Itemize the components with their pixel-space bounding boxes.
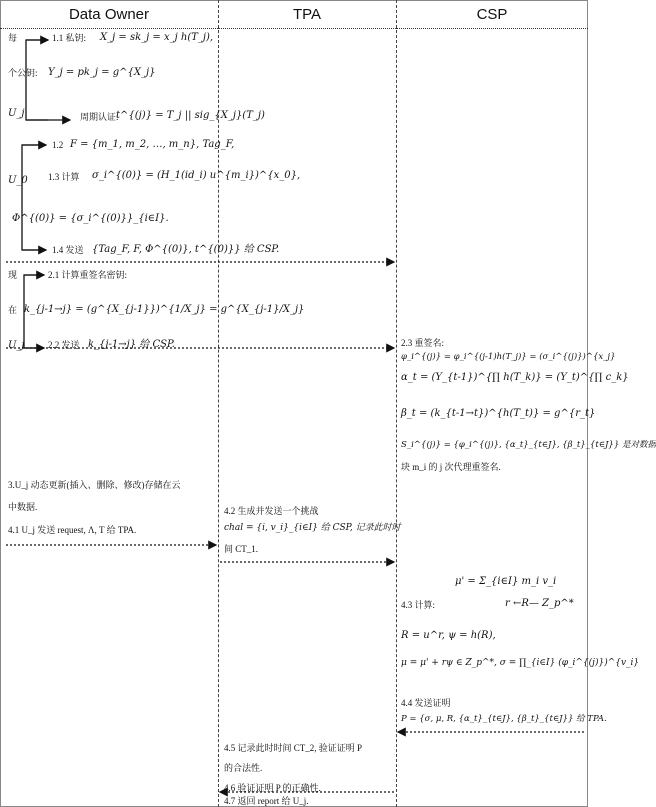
- step-1-1: 1.1 私钥:: [52, 33, 87, 43]
- formula-phi: Φ^{(0)} = {σ_i^{(0)}}_{i∈I}.: [12, 213, 169, 224]
- formula-1-4: {Tag_F, F, Φ^{(0)}, t^{(0)}} 给 CSP.: [92, 244, 280, 255]
- cert-formula: t^{(j)} = T_j || sig_{X_j}(T_j): [116, 110, 265, 121]
- formula-beta: β_t = (k_{t-1→t})^{h(T_t)} = g^{r_t}: [401, 408, 596, 419]
- formula-mu-prime: μ' = Σ_{i∈I} m_i v_i: [455, 576, 557, 587]
- formula-mu: μ = μ' + rψ ∈ Z_p^*, σ = ∏_{i∈I} (φ_i^{(j)})^{v_i}: [401, 658, 640, 668]
- formula-2-3: φ_i^{(j)} = φ_i^{(j-1)h(T_j)} = (σ_i^{(j)})^{x_j}: [401, 352, 616, 362]
- step-4-5: 4.5 记录此时时间 CT_2, 验证证明 P: [224, 743, 363, 753]
- label-mei: 每: [8, 33, 18, 43]
- step-3: 3.U_j 动态更新(插入、删除、修改)存储在云: [8, 480, 181, 490]
- formula-2-2: k_{j-1→j} 给 CSP.: [88, 339, 175, 350]
- label-uj-2: U_j: [8, 340, 25, 351]
- step-4-7: 4.7 返回 report 给 U_j.: [224, 796, 309, 806]
- cert-label: 周期认证:: [80, 112, 119, 122]
- step-4-3: 4.3 计算:: [401, 600, 436, 610]
- step-4-2b: 间 CT_1.: [224, 544, 259, 554]
- formula-r: r ←R— Z_p^*: [505, 598, 574, 609]
- header-csp: CSP: [396, 0, 588, 29]
- formula-R: R = u^r, ψ = h(R),: [401, 630, 496, 641]
- step-1-2: 1.2: [52, 140, 64, 150]
- header-data-owner: Data Owner: [0, 0, 218, 29]
- step-3b: 中数据.: [8, 502, 38, 512]
- formula-pubkey: Y_j = pk_j = g^{X_j}: [48, 67, 156, 78]
- step-4-1: 4.1 U_j 发送 request, Λ, T 给 TPA.: [8, 525, 137, 535]
- label-cur: 现: [8, 270, 18, 280]
- bracket-1: [26, 40, 48, 120]
- step-1-4: 1.4 发送: [52, 245, 84, 255]
- formula-s: S_i^{(j)} = {φ_i^{(j)}, {α_t}_{t∈J}, {β_t}_{t∈J}} 是对数据: [401, 440, 656, 450]
- formula-1-2: F = {m_1, m_2, …, m_n}, Tag_F,: [70, 139, 235, 150]
- header-tpa: TPA: [218, 0, 396, 29]
- formula-4-2: chal = {i, v_i}_{i∈I} 给 CSP, 记录此时时: [224, 523, 401, 533]
- formula-4-4: P = {σ, μ, R, {α_t}_{t∈J}, {β_t}_{t∈J}} 给 TPA.: [401, 714, 607, 724]
- bracket-2: [22, 145, 46, 250]
- step-4-6: 4.6 验证证明 P 的正确性.: [224, 783, 321, 793]
- step-1-3: 1.3 计算: [48, 172, 80, 182]
- step-4-2: 4.2 生成并发送一个挑战: [224, 506, 319, 516]
- formula-1-3: σ_i^{(0)} = (H_1(id_i) u^{m_i})^{x_0},: [92, 170, 301, 181]
- step-4-4: 4.4 发送证明: [401, 698, 451, 708]
- formula-1-1: X_j = sk_j = x_j h(T_j),: [100, 32, 214, 43]
- step-2-3: 2.3 重签名:: [401, 338, 445, 348]
- formula-rekey: k_{j-1→j} = (g^{X_{j-1}})^{1/X_j} = g^{X_{j-1}/X_j}: [24, 304, 305, 315]
- label-uj: U_j: [8, 108, 25, 119]
- resign-desc: 块 m_i 的 j 次代理重签名.: [401, 462, 501, 472]
- step-2-1: 2.1 计算重签名密钥:: [48, 270, 128, 280]
- step-2-2: 2.2 发送: [48, 340, 80, 350]
- label-pubkey: 个公钥:: [8, 68, 38, 78]
- label-u0: U_0: [8, 175, 28, 186]
- step-4-5b: 的合法性.: [224, 763, 263, 773]
- formula-alpha: α_t = (Y_{t-1})^{∏ h(T_k)} = (Y_t)^{∏ c_k}: [401, 372, 629, 383]
- label-rekey: 在: [8, 305, 18, 315]
